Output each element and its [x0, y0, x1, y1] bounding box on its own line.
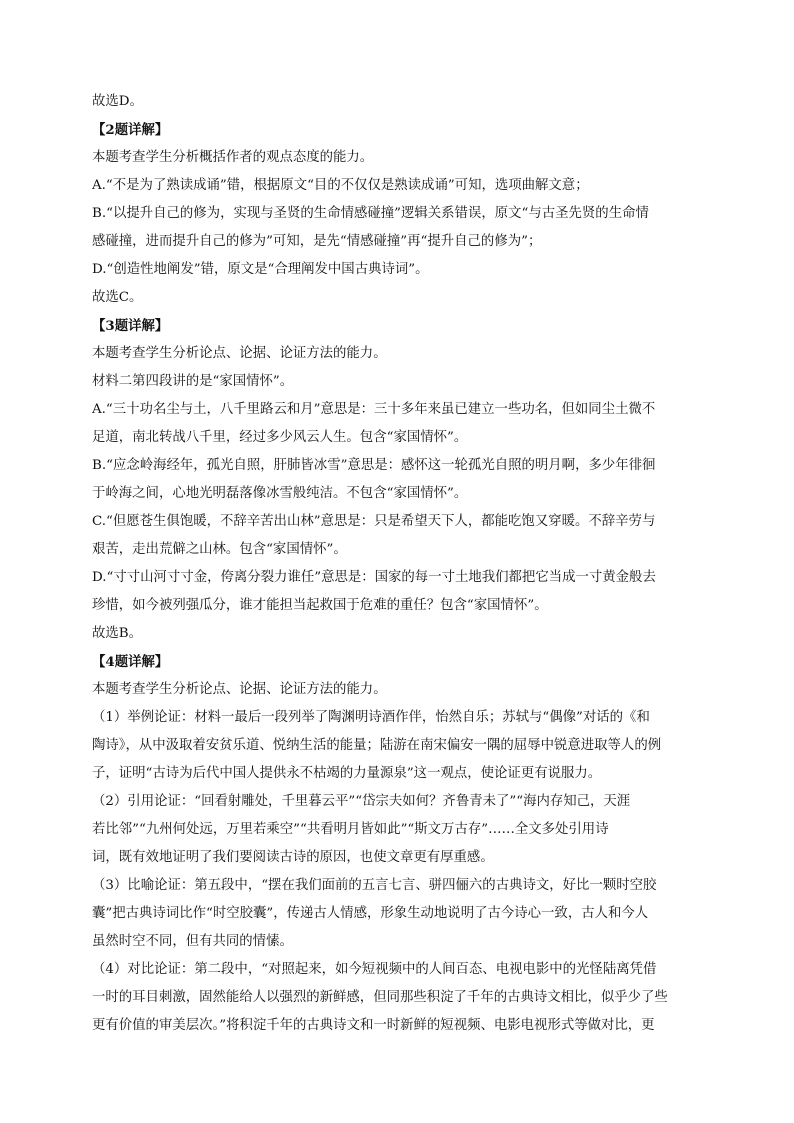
section-heading: 【3题详解】 — [92, 318, 169, 334]
text-line: 于岭海之间，心地光明磊落像冰雪般纯洁。不包含“家国情怀”。 — [92, 486, 468, 501]
text-line: 更有价值的审美层次。”将积淀千年的古典诗文和一时新鲜的短视频、电影电视形式等做对比，更 — [92, 1018, 655, 1033]
text-line: 陶诗》，从中汲取着安贫乐道、悦纳生活的能量；陆游在南宋偏安一隅的屈辱中锐意进取等人的例 — [92, 738, 662, 753]
text-line: A.“不是为了熟读成诵”错，根据原文“目的不仅仅是熟读成诵”可知，选项曲解文意； — [92, 178, 589, 193]
text-line: 故选D。 — [92, 94, 143, 109]
text-line: 故选C。 — [92, 290, 143, 305]
text-line: 囊”把古典诗词比作“时空胶囊”，传递古人情感，形象生动地说明了古今诗心一致，古人和今人 — [92, 906, 649, 921]
text-line: 本题考查学生分析论点、论据、论证方法的能力。 — [92, 346, 387, 361]
text-line: 本题考查学生分析概括作者的观点态度的能力。 — [92, 150, 374, 165]
text-line: 词，既有效地证明了我们要阅读古诗的原因，也使文章更有厚重感。 — [92, 850, 494, 865]
text-line: （2）引用论证：“回看射雕处，千里暮云平”“岱宗夫如何？齐鲁青未了”“海内存知己，天涯 — [92, 794, 631, 809]
section-heading: 【4题详解】 — [92, 654, 169, 670]
text-line: B.“以提升自己的修为，实现与圣贤的生命情感碰撞”逻辑关系错误，原文“与古圣先贤的生命情 — [92, 206, 649, 221]
text-line: 虽然时空不同，但有共同的情愫。 — [92, 934, 293, 949]
text-line: （4）对比论证：第二段中，“对照起来，如今短视频中的人间百态、电视电影中的光怪陆离凭借 — [92, 962, 657, 977]
document-page — [92, 88, 704, 1040]
text-line: C.“但愿苍生俱饱暖，不辞辛苦出山林”意思是：只是希望天下人，都能吃饱又穿暖。不辞辛劳与 — [92, 514, 656, 529]
text-line: 若比邻”“九州何处远，万里若乘空”“共看明月皆如此”“斯文万古存”……全文多处引用诗 — [92, 822, 609, 837]
text-line: 故选B。 — [92, 626, 143, 641]
text-line: 足道，南北转战八千里，经过多少风云人生。包含“家国情怀”。 — [92, 430, 468, 445]
text-line: D.“寸寸山河寸寸金，侉离分裂力谁任”意思是：国家的每一寸土地我们都把它当成一寸黄金般去 — [92, 570, 656, 585]
text-line: 材料二第四段讲的是“家国情怀”。 — [92, 374, 294, 389]
text-line: 本题考查学生分析论点、论据、论证方法的能力。 — [92, 682, 387, 697]
text-line: 子，证明“古诗为后代中国人提供永不枯竭的力量源泉”这一观点，使论证更有说服力。 — [92, 766, 602, 781]
section-heading: 【2题详解】 — [92, 122, 169, 138]
text-line: （3）比喻论证：第五段中，“摆在我们面前的五言七言、骈四俪六的古典诗文，好比一颗时空胶 — [92, 878, 657, 893]
text-line: 珍惜，如今被列强瓜分，谁才能担当起救国于危难的重任？包含“家国情怀”。 — [92, 598, 548, 613]
text-line: 感碰撞，进而提升自己的修为”可知，是先“情感碰撞”再“提升自己的修为”； — [92, 234, 542, 249]
text-line: B.“应念岭海经年，孤光自照，肝肺皆冰雪”意思是：感怀这一轮孤光自照的明月啊，多少年徘徊 — [92, 458, 656, 473]
text-line: 一时的耳目刺激，固然能给人以强烈的新鲜感，但同那些积淀了千年的古典诗文相比，似乎少了些 — [92, 990, 668, 1005]
text-line: 艰苦，走出荒僻之山林。包含“家国情怀”。 — [92, 542, 347, 557]
text-line: （1）举例论证：材料一最后一段列举了陶渊明诗酒作伴，怡然自乐；苏轼与“偶像”对话的《和 — [92, 710, 650, 725]
text-line: A.“三十功名尘与土，八千里路云和月”意思是：三十多年来虽已建立一些功名，但如同尘土微不 — [92, 402, 656, 417]
text-line: D.“创造性地阐发”错，原文是“合理阐发中国古典诗词”。 — [92, 262, 429, 277]
